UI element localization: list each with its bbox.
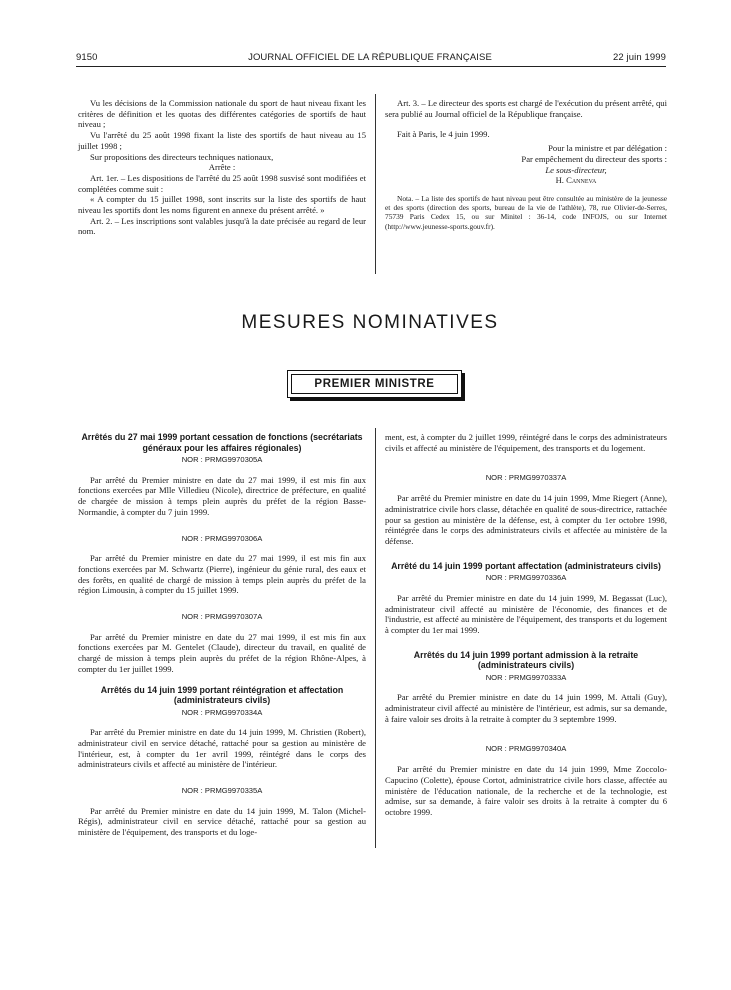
nor-reference: NOR : PRMG9970334A (181, 707, 263, 717)
paragraph: Par arrêté du Premier ministre en date du 14 juin 1999, Mme Zoccolo-Capucino (Colette), épouse Cortot, administratrice civile hors classe, affectée au ministère de l'éducation nationale, de la recherche et de la technologie, est admise, sur sa demande, à faire valoir ses droits à la retraite à compter du 6 octobre 1999. (385, 764, 667, 817)
top-left-column (78, 98, 366, 237)
paragraph: ment, est, à compter du 2 juillet 1999, réintégré dans le corps des administrateurs civils et affecté au ministère de l'équipement, des transports et du logement. (385, 432, 667, 453)
header-rule (76, 66, 666, 67)
paragraph: Par arrêté du Premier ministre en date du 27 mai 1999, il est mis fin aux fonctions exercées par M. Schwartz (Pierre), ingénieur du génie rural, des eaux et des forêts, en qualité de chargé de mission à temps plein auprès du préfet de la région Limousin, à compter du 15 juillet 1999. (78, 553, 366, 596)
paragraph: Art. 2. – Les inscriptions sont valables jusqu'à la date précisée au regard de leur nom. (78, 215, 366, 237)
column-divider (375, 94, 376, 274)
paragraph: Art. 3. – Le directeur des sports est chargé de l'exécution du présent arrêté, qui sera publié au Journal officiel de la République française. (385, 98, 667, 119)
nor-reference: NOR : PRMG9970307A (181, 612, 263, 622)
decree-heading: Arrêté du 14 juin 1999 portant affectation (administrateurs civils) (391, 560, 661, 571)
paragraph: Par arrêté du Premier ministre en date du 14 juin 1999, M. Begassat (Luc), administrateur civil affecté au ministère de l'économie, des finances et de l'industrie, est affecté au ministère de l'équipement, des transports et du logement à compter du 1er mai 1999. (385, 592, 667, 635)
section-title: MESURES NOMINATIVES (241, 312, 499, 333)
nor-reference: NOR : PRMG9970305A (181, 455, 263, 464)
paragraph: Arrête : (208, 162, 236, 173)
signature-name: H. Canneva (555, 175, 597, 186)
nor-reference: NOR : PRMG9970340A (485, 744, 567, 754)
paragraph: Par arrêté du Premier ministre en date du 14 juin 1999, Mme Riegert (Anne), administratrice civile hors classe, détachée en qualité de sous-directrice, rattachée pour sa gestion au ministère de la défense, est, à compter du 1er octobre 1998, réintégrée dans le corps des administrateurs civils et affectée au ministère de la défense. (385, 493, 667, 546)
nor-reference: NOR : PRMG9970333A (485, 672, 567, 682)
nor-reference: NOR : PRMG9970337A (485, 473, 567, 483)
top-right-column (385, 98, 667, 231)
lower-left-column (78, 432, 366, 838)
paragraph: Par arrêté du Premier ministre en date du 14 juin 1999, M. Christien (Robert), administrateur civil en service détaché, rattaché pour sa gestion au ministère de l'intérieur, est, à compter du 1er avril 1999, réintégré dans le corps des administrateurs civils et affecté au ministère de l'intérieur. (78, 727, 366, 770)
issue-date: 22 juin 1999 (613, 52, 666, 63)
paragraph: Par arrêté du Premier ministre en date du 27 mai 1999, il est mis fin aux fonctions exercées par Mlle Villedieu (Nicole), directrice de préfecture, en qualité de chargée de mission à temps plein auprès du préfet de la région Basse-Normandie, à compter du 7 juin 1999. (78, 474, 366, 517)
paragraph: Sur propositions des directeurs techniques nationaux, (90, 151, 274, 162)
paragraph: Par arrêté du Premier ministre en date du 14 juin 1999, M. Attali (Guy), administrateur civil affecté au ministère de l'intérieur, est admis, sur sa demande, à faire valoir ses droits à la retraite à compter du 3 septembre 1999. (385, 692, 667, 724)
paragraph: Fait à Paris, le 4 juin 1999. (397, 129, 490, 140)
paragraph: Vu les décisions de la Commission nationale du sport de haut niveau fixant les critères de définition et les quotas des différentes catégories de sportifs de haut niveau ; (78, 98, 366, 130)
decree-heading: Arrêtés du 14 juin 1999 portant admission à la retraite (administrateurs civils) (413, 649, 639, 671)
lower-right-column (385, 432, 667, 818)
paragraph: Par arrêté du Premier ministre en date du 27 mai 1999, il est mis fin aux fonctions exercées par M. Gentelet (Claude), directeur du travail, en qualité de chargé de mission à temps plein auprès du préfet de la région Rhône-Alpes, à compter du 1er juillet 1999. (78, 631, 366, 674)
nota-note: Nota. – La liste des sportifs de haut niveau peut être consultée au ministère de la jeunesse et des sports (direction des sports, bureau de la vie de l'athlète), 78, rue Olivier-de-Serres, 75739 Paris Cedex 15, ou sur Minitel : 36-14, code INFOJS, ou sur Internet (http://www.jeunesse-sports.gouv.fr). (385, 193, 667, 231)
journal-title: JOURNAL OFFICIEL DE LA RÉPUBLIQUE FRANÇAISE (248, 52, 492, 63)
paragraph: Art. 1er. – Les dispositions de l'arrêté du 25 août 1998 susvisé sont modifiées et complétées comme suit : (78, 172, 366, 194)
signature-line: Par empêchement du directeur des sports : (521, 153, 667, 164)
nor-reference: NOR : PRMG9970335A (181, 786, 263, 796)
paragraph: Par arrêté du Premier ministre en date du 14 juin 1999, M. Talon (Michel-Régis), administrateur civil en service détaché, rattaché pour sa gestion au ministère de l'équipement, des transports et du loge- (78, 805, 366, 838)
decree-heading: Arrêtés du 27 mai 1999 portant cessation de fonctions (secrétariats généraux pour les affaires régionales) (81, 432, 363, 453)
signature-line: Pour la ministre et par délégation : (548, 143, 667, 154)
paragraph: « A compter du 15 juillet 1998, sont inscrits sur la liste des sportifs de haut niveau les sportifs dont les noms figurent en annexe du présent arrêté. » (78, 194, 366, 216)
decree-heading: Arrêtés du 14 juin 1999 portant réintégration et affectation (administrateurs civils) (100, 684, 344, 706)
nor-reference: NOR : PRMG9970336A (485, 573, 567, 583)
ministry-title: PREMIER MINISTRE (291, 374, 458, 394)
paragraph: Vu l'arrêté du 25 août 1998 fixant la liste des sportifs de haut niveau au 15 juillet 1998 ; (78, 130, 366, 151)
column-divider (375, 428, 376, 848)
ministry-box (287, 370, 462, 398)
nor-reference: NOR : PRMG9970306A (181, 533, 263, 543)
page-number: 9150 (76, 52, 98, 63)
signature-line: Le sous-directeur, (545, 164, 607, 175)
